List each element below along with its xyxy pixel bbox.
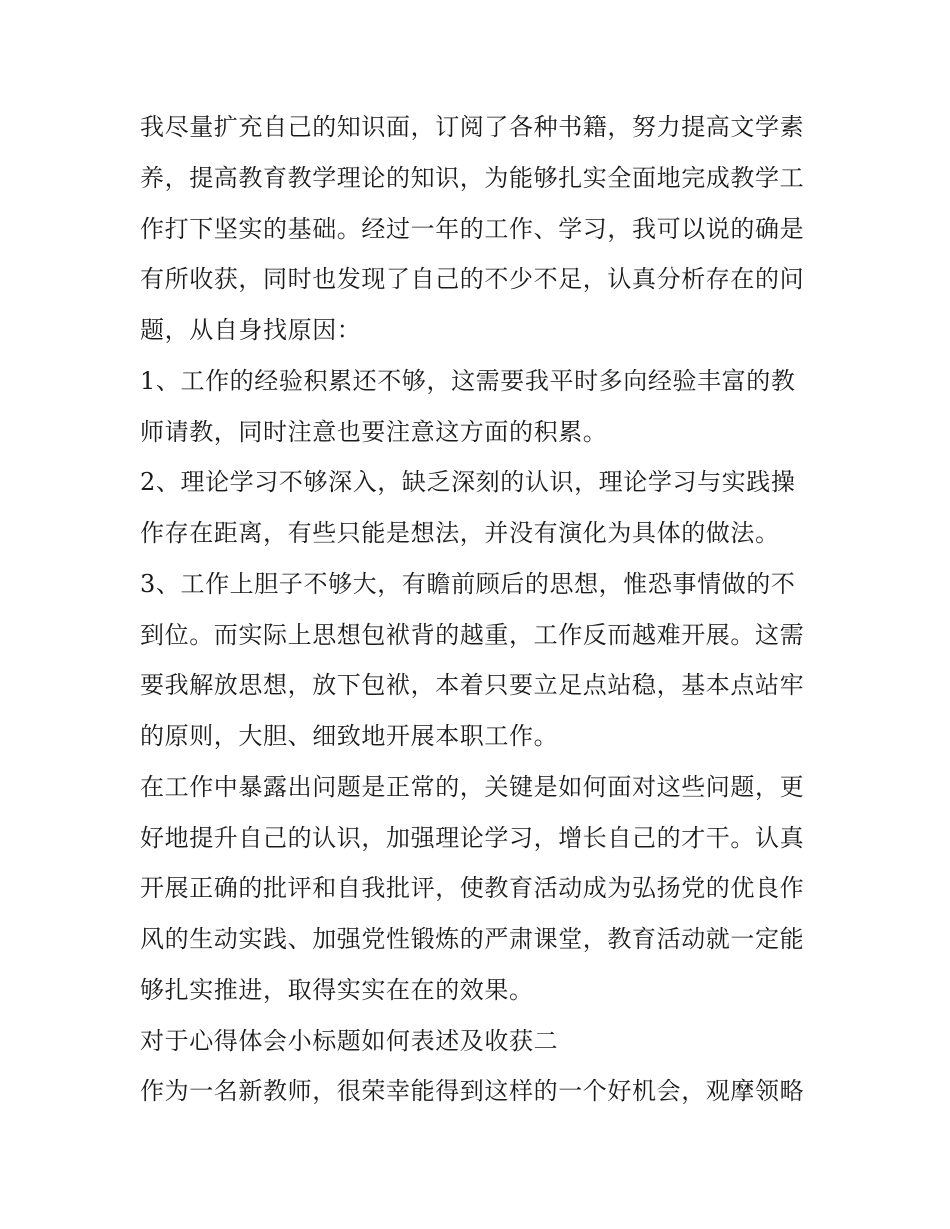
text-line: 在工作中暴露出问题是正常的，关键是如何面对这些问题，更 [140,772,805,801]
text-line: 我尽量扩充自己的知识面，订阅了各种书籍，努力提高文学素 [140,113,805,141]
text-line: 作为一名新教师，很荣幸能得到这样的一个好机会，观摩领略 [140,1077,805,1106]
list-item-3-line: 3、工作上胆子不够大，有瞻前顾后的思想，惟恐事情做的不 [140,569,796,598]
text-line: 有所收获，同时也发现了自己的不少不足，认真分析存在的问 [140,265,805,294]
text-line: 够扎实推进，取得实实在在的效果。 [140,975,534,1004]
list-item-3-line: 要我解放思想，放下包袱，本着只要立足点站稳，基本点站牢 [140,671,805,700]
text-line: 开展正确的批评和自我批评，使教育活动成为弘扬党的优良作 [140,874,805,903]
list-item-1-line: 师请教，同时注意也要注意这方面的积累。 [140,417,608,446]
list-item-1-line: 1、工作的经验积累还不够，这需要我平时多向经验丰富的教 [140,366,796,395]
text-line: 好地提升自己的认识，加强理论学习，增长自己的才干。认真 [140,823,805,852]
list-item-3-line: 到位。而实际上思想包袱背的越重，工作反而越难开展。这需 [140,620,805,649]
text-line: 作打下坚实的基础。经过一年的工作、学习，我可以说的确是 [140,214,805,243]
list-item-3-line: 的原则，大胆、细致地开展本职工作。 [140,722,559,750]
list-item-2-line: 作存在距离，有些只能是想法，并没有演化为具体的做法。 [140,519,780,547]
text-line: 风的生动实践、加强党性锻炼的严肃课堂，教育活动就一定能 [140,925,805,953]
text-line: 题，从自身找原因： [140,316,362,344]
list-item-2-line: 2、理论学习不够深入，缺乏深刻的认识，理论学习与实践操 [140,468,796,497]
text-line: 养，提高教育教学理论的知识，为能够扎实全面地完成教学工 [140,163,805,192]
document-body [140,102,812,1117]
section-heading: 对于心得体会小标题如何表述及收获二 [140,1026,559,1055]
